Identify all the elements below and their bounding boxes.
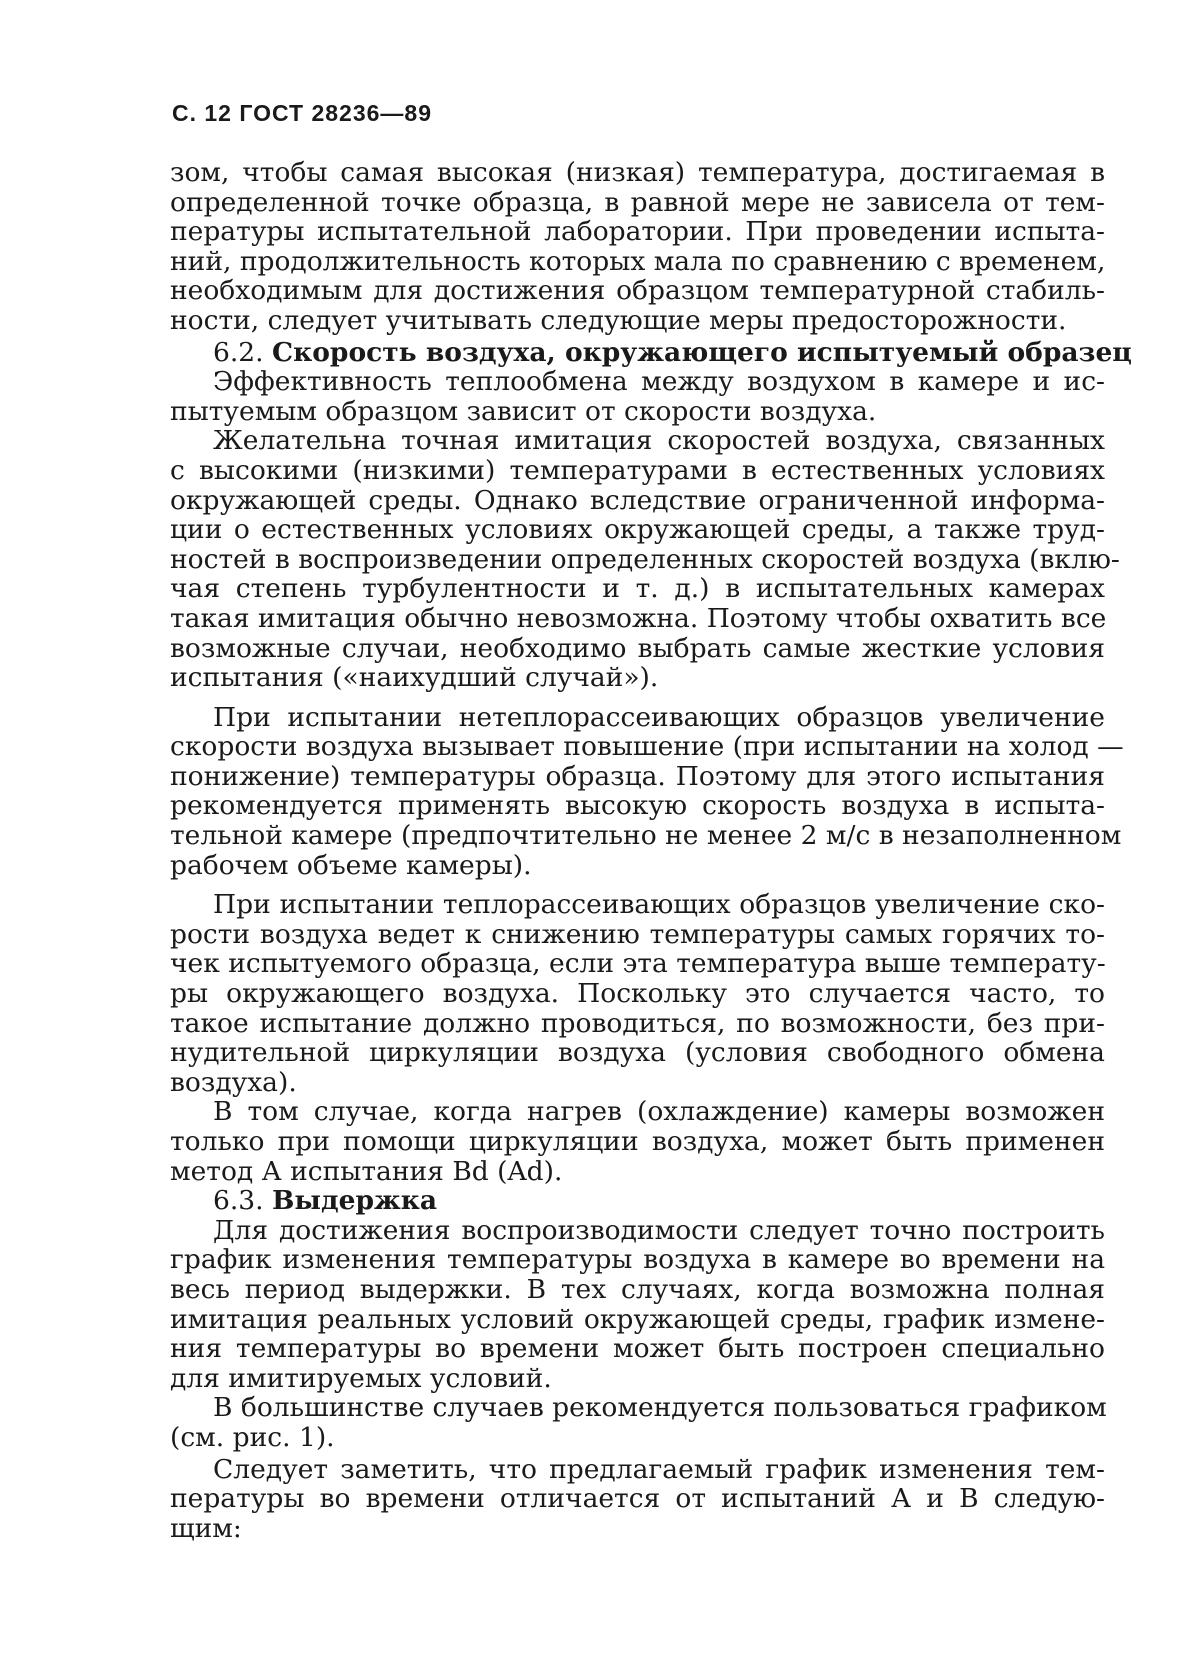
page-header: С. 12 ГОСТ 28236—89 bbox=[172, 100, 433, 126]
text-line: чая степень турбулентности и т. д.) в испытательных камерах bbox=[170, 573, 1105, 605]
text-line: В большинстве случаев рекомендуется пользоваться графиком bbox=[213, 1392, 1107, 1424]
text-line: При испытании теплорассеивающих образцов увеличение ско- bbox=[213, 889, 1105, 921]
paragraph bbox=[170, 367, 1105, 426]
text-line: рабочем объеме камеры). bbox=[170, 849, 532, 881]
paragraph bbox=[170, 1393, 1105, 1452]
text-line: ры окружающего воздуха. Поскольку это случается часто, то bbox=[170, 978, 1105, 1010]
text-line: график изменения температуры воздуха в камере во времени на bbox=[170, 1244, 1105, 1276]
paragraph-continuation bbox=[170, 158, 1105, 336]
paragraph bbox=[170, 1216, 1105, 1394]
text-line: зом, чтобы самая высокая (низкая) температура, достигаемая в bbox=[170, 157, 1105, 188]
text-line: метод А испытания Bd (Ad). bbox=[170, 1155, 563, 1187]
text-line: рекомендуется применять высокую скорость воздуха в испыта- bbox=[170, 790, 1105, 822]
paragraph bbox=[170, 1097, 1105, 1186]
section-title: Выдержка bbox=[272, 1185, 438, 1217]
text-line: В том случае, когда нагрев (охлаждение) камеры возможен bbox=[213, 1096, 1105, 1128]
text-line: понижение) температуры образца. Поэтому для этого испытания bbox=[170, 760, 1105, 792]
text-line: для имитируемых условий. bbox=[170, 1362, 552, 1394]
text-line: ний, продолжительность которых мала по сравнению с временем, bbox=[170, 245, 1106, 277]
text-line: Следует заметить, что предлагаемый график изменения тем- bbox=[213, 1453, 1105, 1485]
text-line: Для достижения воспроизводимости следует точно построить bbox=[213, 1214, 1105, 1246]
paragraph bbox=[170, 701, 1124, 881]
text-line: щим: bbox=[170, 1512, 242, 1544]
text-line: Желательна точная имитация скоростей воздуха, связанных bbox=[213, 425, 1105, 457]
text-line: пературы испытательной лаборатории. При проведении испыта- bbox=[170, 216, 1105, 248]
text-line: рости воздуха ведет к снижению температуры самых горячих то- bbox=[170, 918, 1105, 950]
section-number: 6.3. bbox=[213, 1185, 264, 1217]
text-line: (см. рис. 1). bbox=[170, 1421, 335, 1453]
text-line: пературы во времени отличается от испытаний А и В следую- bbox=[170, 1483, 1105, 1515]
text-line: ции о естественных условиях окружающей среды, а также труд- bbox=[170, 514, 1105, 546]
text-line: ностей в воспроизведении определенных скоростей воздуха (вклю- bbox=[170, 543, 1120, 575]
section-title: Скорость воздуха, окружающего испытуемый образец bbox=[272, 336, 1132, 368]
text-line: чек испытуемого образца, если эта температура выше температу- bbox=[170, 948, 1106, 980]
text-line: нудительной циркуляции воздуха (условия свободного обмена bbox=[170, 1037, 1105, 1069]
body-text bbox=[170, 157, 1132, 1544]
text-line: пытуемым образцом зависит от скорости воздуха. bbox=[170, 395, 877, 427]
paragraph bbox=[170, 425, 1120, 694]
section-heading-6-3 bbox=[170, 1186, 1105, 1216]
text-line: ности, следует учитывать следующие меры предосторожности. bbox=[170, 304, 1067, 336]
text-line: с высокими (низкими) температурами в естественных условиях bbox=[170, 454, 1105, 486]
paragraph bbox=[170, 890, 1105, 1097]
text-line: определенной точке образца, в равной мере не зависела от тем- bbox=[170, 186, 1105, 218]
text-line: имитация реальных условий окружающей среды, график измене- bbox=[170, 1303, 1105, 1335]
text-line: испытания («наихудший случай»). bbox=[170, 662, 659, 694]
text-line: только при помощи циркуляции воздуха, может быть применен bbox=[170, 1126, 1105, 1157]
text-line: ния температуры во времени может быть построен специально bbox=[170, 1333, 1105, 1365]
text-line: возможные случаи, необходимо выбрать самые жесткие условия bbox=[170, 632, 1105, 664]
section-heading-6-2 bbox=[170, 336, 1132, 368]
section-number: 6.2. bbox=[213, 336, 264, 368]
text-line: воздуха). bbox=[170, 1066, 297, 1098]
text-line: необходимым для достижения образцом температурной стабиль- bbox=[170, 275, 1105, 307]
text-line: скорости воздуха вызывает повышение (при испытании на холод — bbox=[170, 731, 1124, 763]
paragraph bbox=[170, 1455, 1105, 1544]
text-line: Эффективность теплообмена между воздухом в камере и ис- bbox=[213, 366, 1105, 398]
text-line: весь период выдержки. В тех случаях, когда возможна полная bbox=[170, 1273, 1105, 1305]
text-line: такое испытание должно проводиться, по возможности, без при- bbox=[170, 1007, 1105, 1039]
text-line: окружающей среды. Однако вследствие ограниченной информа- bbox=[170, 484, 1105, 516]
text-line: тельной камере (предпочтительно не менее 2 м/с в незаполненном bbox=[170, 820, 1122, 852]
text-line: такая имитация обычно невозможна. Поэтому чтобы охватить все bbox=[170, 602, 1107, 634]
text-line: При испытании нетеплорассеивающих образцов увеличение bbox=[213, 701, 1105, 733]
